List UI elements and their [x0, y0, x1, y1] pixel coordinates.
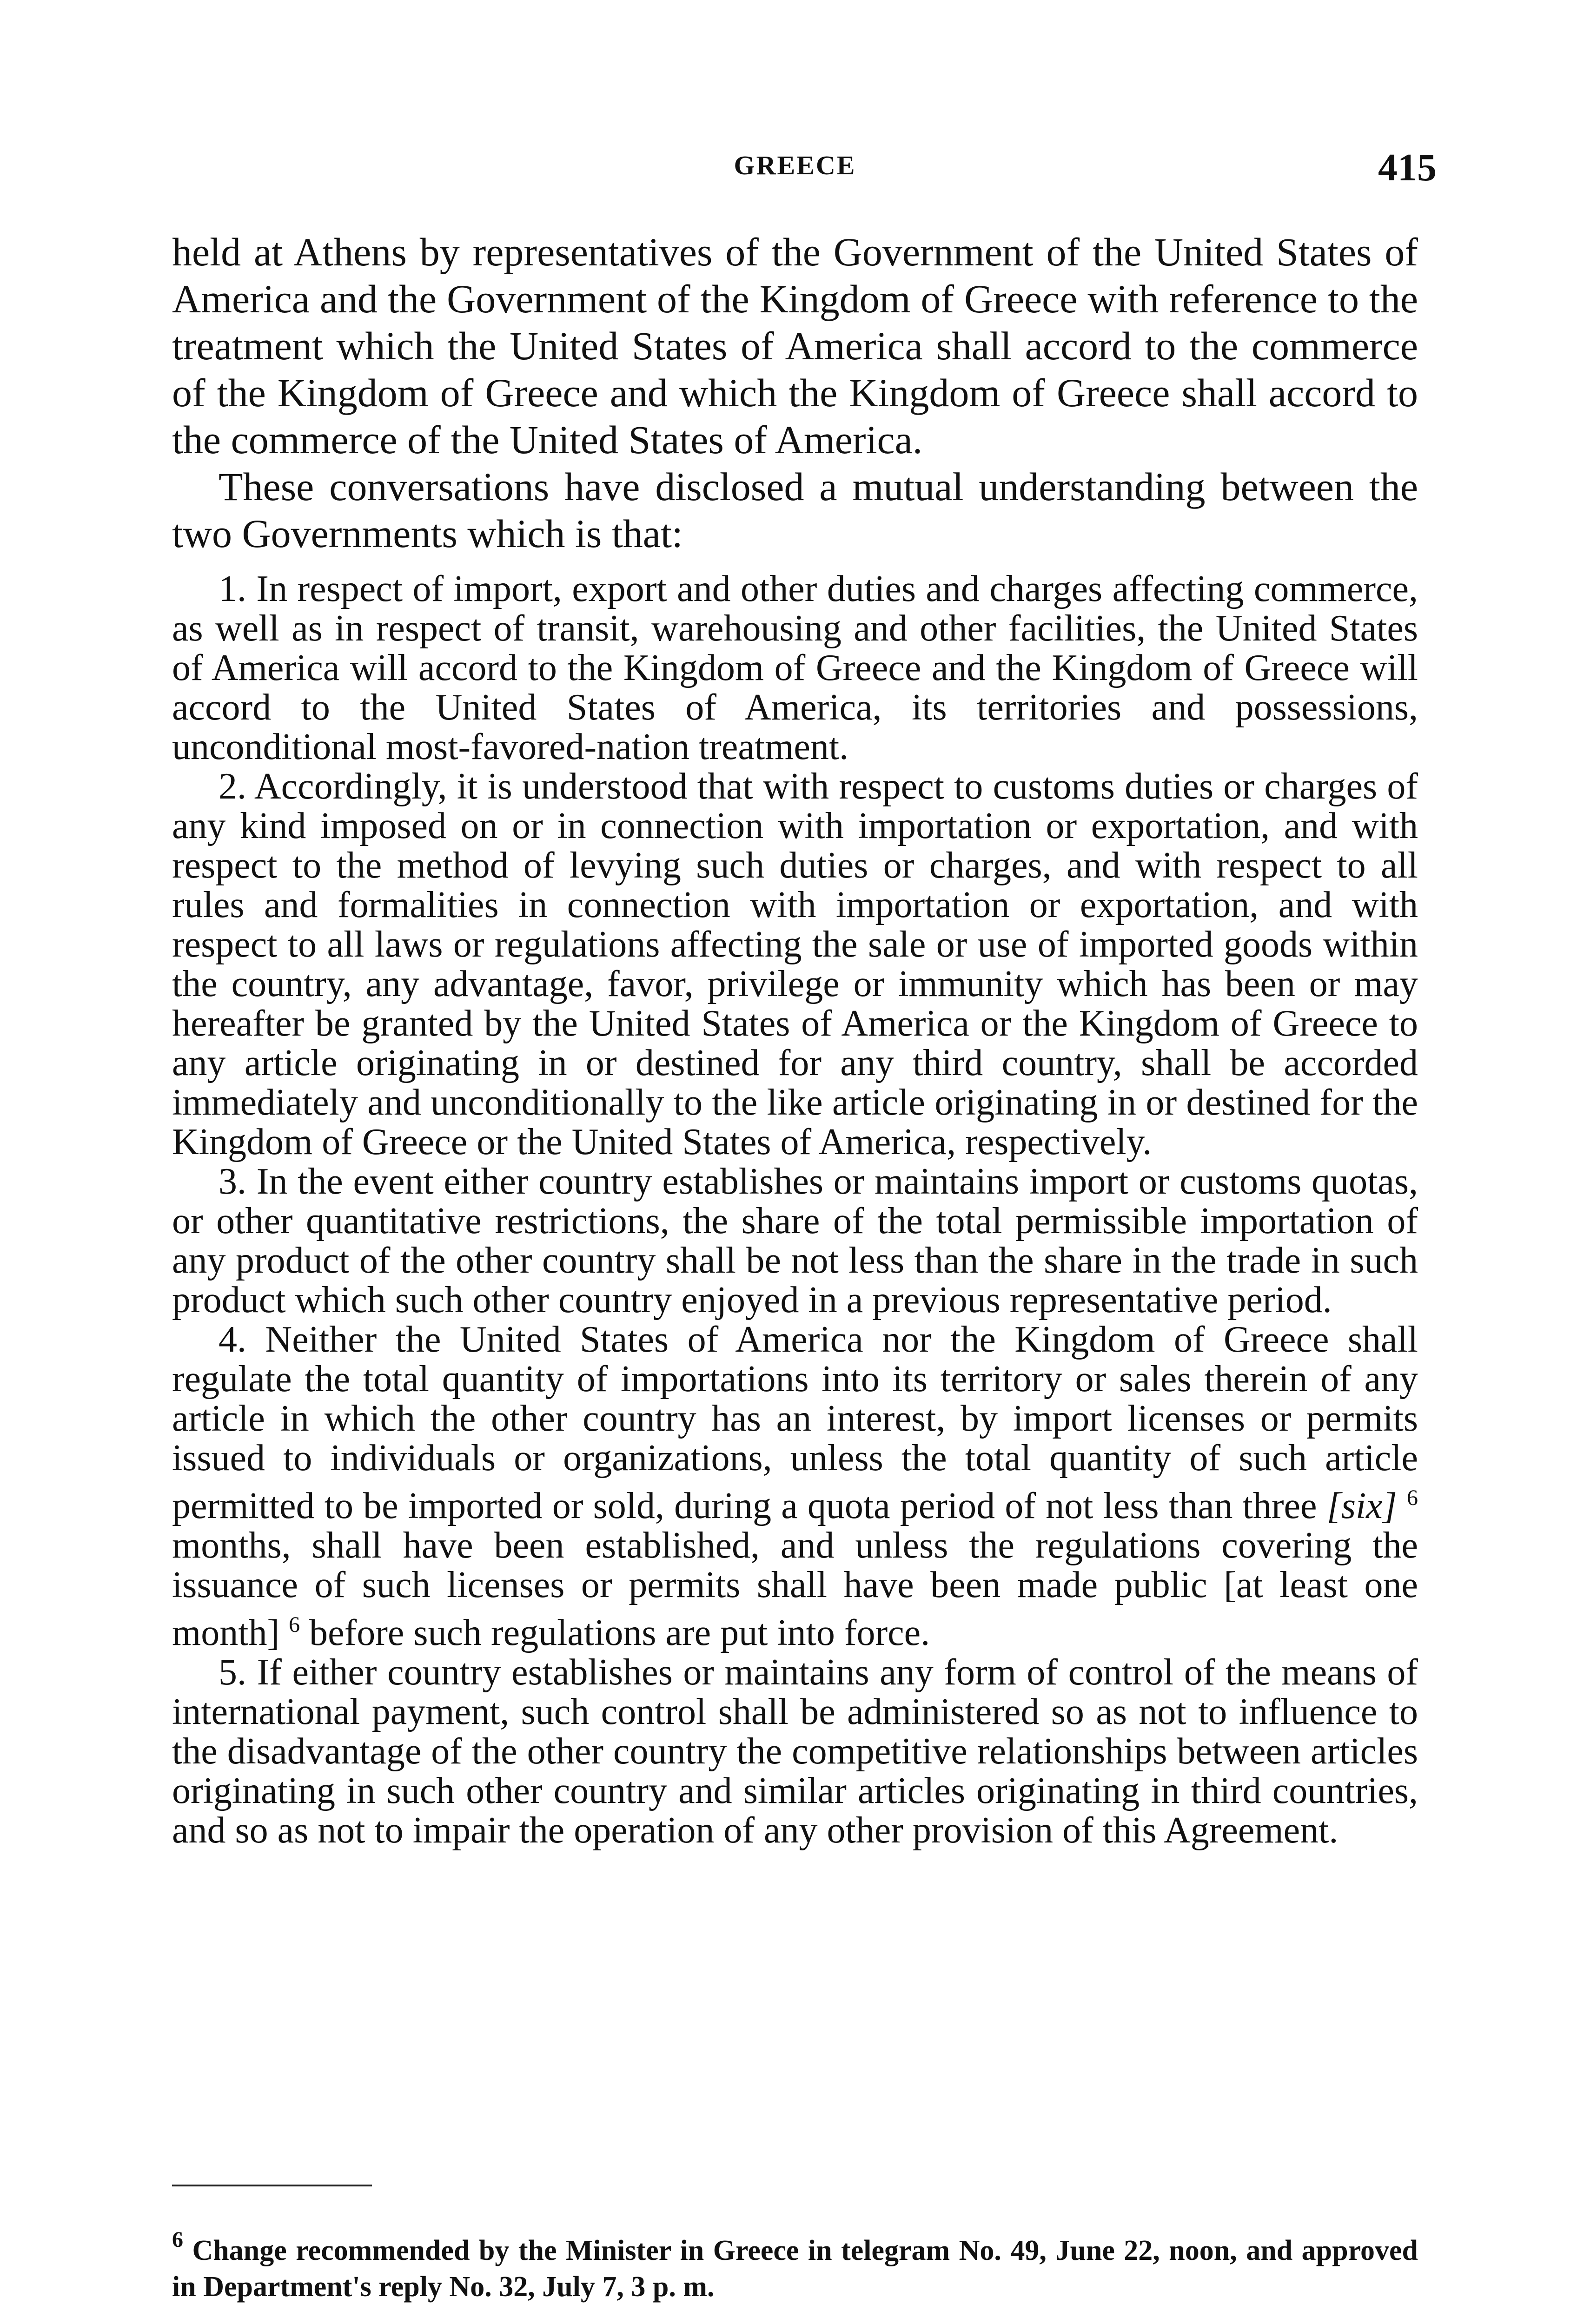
paragraph-item-3: 3. In the event either country establishes or maintains import or customs quotas, or other quantitative restrictions, the share of the total permissible importation of any product of the other country shall be not less than the share in the trade in such product which such other country enjoyed in a previous representative period.	[172, 1161, 1418, 1320]
footnote	[172, 2222, 1418, 2305]
paragraph-item-4-part1: 4. Neither the United States of America nor the Kingdom of Greece shall regulate the total quantity of importations into its territory or sales therein of any article in which the other country has an interest, by import licenses or permits issued to individuals or organizations, unless the total quantity of such article permitted to be imported or sold, during a quota period of not less than three	[172, 1319, 1418, 1526]
paragraph-item-4-part3: before such regulations are put into force.	[300, 1612, 930, 1653]
page-number: 415	[1378, 146, 1437, 189]
paragraph-continuation: held at Athens by representatives of the Government of the United States of America and the Government of the Kingdom of Greece with reference to the treatment which the United States of America shall accord to the commerce of the Kingdom of Greece and which the Kingdom of Greece shall accord to the commerce of the United States of America.	[172, 230, 1418, 462]
paragraph-item-4-part2: months, shall have been established, and unless the regulations covering the issuance of such licenses or permits shall have been made public [at least one month]	[172, 1525, 1418, 1653]
footnote-rule	[172, 2185, 372, 2186]
footnote-mark: 6	[289, 1612, 300, 1637]
paragraph-item-2: 2. Accordingly, it is understood that with respect to customs duties or charges of any kind imposed on or in connection with importation or exportation, and with respect to the method of levying such duties or charges, and with respect to all rules and formalities in connection with importation or exportation, and with respect to all laws or regulations affecting the sale or use of imported goods within the country, any advantage, favor, privilege or immunity which has been or may hereafter be granted by the United States of America or the Kingdom of Greece to any article originating in or destined for any third country, shall be accorded immediately and unconditionally to the like article originating in or destined for the Kingdom of Greece or the United States of America, respectively.	[172, 766, 1418, 1162]
footnote-marker: 6	[172, 2227, 183, 2252]
bracketed-six: [six]	[1326, 1486, 1397, 1526]
paragraph-conversations: These conversations have disclosed a mutual understanding between the two Governments which is that:	[172, 464, 1418, 556]
footnote-mark: 6	[1407, 1486, 1418, 1510]
running-head: GREECE	[734, 150, 856, 180]
page-header	[172, 145, 1437, 196]
footnote-text: Change recommended by the Minister in Greece in telegram No. 49, June 22, noon, and approved in Department's reply No. 32, July 7, 3 p. m.	[172, 2235, 1418, 2303]
paragraph-item-4	[172, 1320, 1418, 1653]
paragraph-item-5: 5. If either country establishes or maintains any form of control of the means of international payment, such control shall be administered so as not to influence to the disadvantage of the other country the competitive relationships between articles originating in such other country and similar articles originating in third countries, and so as not to impair the operation of any other provision of this Agreement.	[172, 1652, 1418, 1851]
paragraph-item-1: 1. In respect of import, export and other duties and charges affecting commerce, as well as in respect of transit, warehousing and other facilities, the United States of America will accord to the Kingdom of Greece and the Kingdom of Greece will accord to the United States of America, its territories and possessions, unconditional most-favored-nation treatment.	[172, 568, 1418, 767]
body-text	[172, 229, 1418, 1850]
